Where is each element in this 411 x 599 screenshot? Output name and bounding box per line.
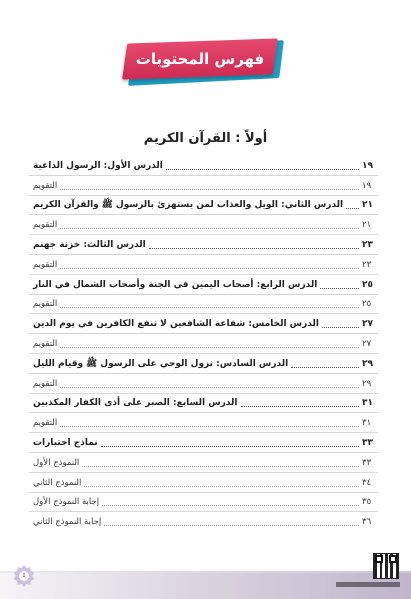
dot-leader	[149, 247, 359, 249]
toc-entry-label: نماذج اختبارات	[33, 438, 98, 449]
toc-sub-row[interactable]	[29, 512, 378, 532]
toc-lesson-row[interactable]	[29, 354, 378, 374]
toc-lesson-row[interactable]	[29, 314, 378, 334]
dot-leader	[60, 346, 359, 348]
toc-page-number: ٢٧	[362, 339, 372, 350]
dot-leader	[60, 386, 359, 388]
dot-leader	[320, 287, 359, 289]
toc-entry-label: النموذج الأول	[33, 457, 80, 468]
page-number: ٥	[19, 571, 29, 581]
dot-leader	[104, 524, 359, 526]
toc-lesson-row[interactable]	[29, 235, 378, 255]
toc-lesson-row[interactable]	[29, 394, 378, 414]
toc-page-number: ٣٣	[362, 457, 372, 468]
toc-entry-label: التقويم	[33, 299, 58, 310]
toc-sub-row[interactable]	[29, 215, 378, 235]
toc-page-number: ٣٦	[362, 517, 372, 528]
toc-sub-row[interactable]	[29, 255, 378, 275]
dot-leader	[291, 366, 359, 368]
toc-entry-label: إجابة النموذج الأول	[33, 497, 100, 508]
toc-page-number: ٢٧	[362, 319, 373, 330]
toc-page-number: ٢١	[362, 220, 372, 231]
toc-page-number: ٢١	[362, 200, 373, 211]
toc-entry-label: التقويم	[33, 180, 58, 191]
toc-sub-row[interactable]	[29, 374, 378, 394]
toc-entry-label: الدرس السابع: الصبر على أذى الكفار المكذبين	[33, 398, 238, 409]
dot-leader	[101, 445, 359, 447]
toc-entry-label: الدرس الثالث: خزنة جهنم	[33, 240, 146, 251]
toc-sub-row[interactable]	[29, 453, 378, 473]
toc-page-number: ٣١	[362, 418, 372, 429]
toc-sub-row[interactable]	[29, 413, 378, 433]
toc-lesson-row[interactable]	[29, 433, 378, 453]
toc-page-number: ٢٥	[362, 279, 373, 290]
dot-leader	[60, 425, 359, 427]
dot-leader	[322, 326, 359, 328]
toc-entry-label: التقويم	[33, 339, 58, 350]
dot-leader	[346, 207, 359, 209]
toc-entry-label: الدرس الرابع: أصحاب اليمين في الجنة وأصحاب الشمال في النار	[33, 279, 318, 290]
toc-sub-row[interactable]	[29, 473, 378, 493]
dot-leader	[102, 504, 359, 506]
toc-page-number: ٢٩	[362, 358, 373, 369]
dot-leader	[60, 227, 359, 229]
toc-page-number: ٢٣	[362, 240, 373, 251]
dot-leader	[60, 188, 359, 190]
toc-entry-label: إجابة النموذج الثاني	[33, 517, 102, 528]
toc-page-number: ٢٥	[362, 299, 372, 310]
toc-entry-label: الدرس الثاني: الويل والعذاب لمن يستهزئ بالرسول ﷺ والقرآن الكريم	[33, 200, 344, 211]
toc-page-number: ٢٩	[362, 378, 372, 389]
dot-leader	[166, 168, 359, 170]
toc-page-number: ٣٤	[362, 477, 372, 488]
toc-entry-label: الدرس السادس: نزول الوحي على الرسول ﷺ وقيام الليل	[33, 358, 289, 369]
title-banner	[123, 38, 285, 90]
toc-sub-row[interactable]	[29, 493, 378, 513]
toc-page-number: ١٩	[362, 160, 373, 171]
toc-sub-row[interactable]	[29, 334, 378, 354]
qr-caption-mark	[336, 582, 400, 587]
dot-leader	[241, 405, 360, 407]
qr-code-icon	[373, 553, 399, 579]
toc-lesson-row[interactable]	[29, 275, 378, 295]
toc-sub-row[interactable]	[29, 295, 378, 315]
toc-page-number: ٢٣	[362, 259, 372, 270]
toc-list	[29, 156, 378, 532]
toc-page-number: ١٩	[362, 180, 372, 191]
page-number-badge	[13, 565, 35, 587]
toc-entry-label: التقويم	[33, 418, 58, 429]
banner-title: فهرس المحتويات	[135, 50, 265, 68]
toc-page-number: ٣١	[362, 398, 373, 409]
dot-leader	[84, 485, 359, 487]
toc-entry-label: التقويم	[33, 220, 58, 231]
toc-lesson-row[interactable]	[29, 196, 378, 216]
toc-page-number: ٣٣	[362, 438, 373, 449]
toc-entry-label: الدرس الخامس: شفاعة الشافعين لا تنفع الكافرين في يوم الدين	[33, 319, 319, 330]
dot-leader	[60, 267, 359, 269]
toc-entry-label: الدرس الأول: الرسول الداعية	[33, 160, 163, 171]
toc-entry-label: التقويم	[33, 259, 58, 270]
dot-leader	[82, 465, 359, 467]
toc-entry-label: التقويم	[33, 378, 58, 389]
section-title: أولاً : القرآن الكريم	[143, 131, 268, 146]
toc-entry-label: النموذج الثاني	[33, 477, 82, 488]
toc-lesson-row[interactable]	[29, 156, 378, 176]
toc-page-number: ٣٥	[362, 497, 372, 508]
dot-leader	[60, 306, 359, 308]
toc-sub-row[interactable]	[29, 176, 378, 196]
